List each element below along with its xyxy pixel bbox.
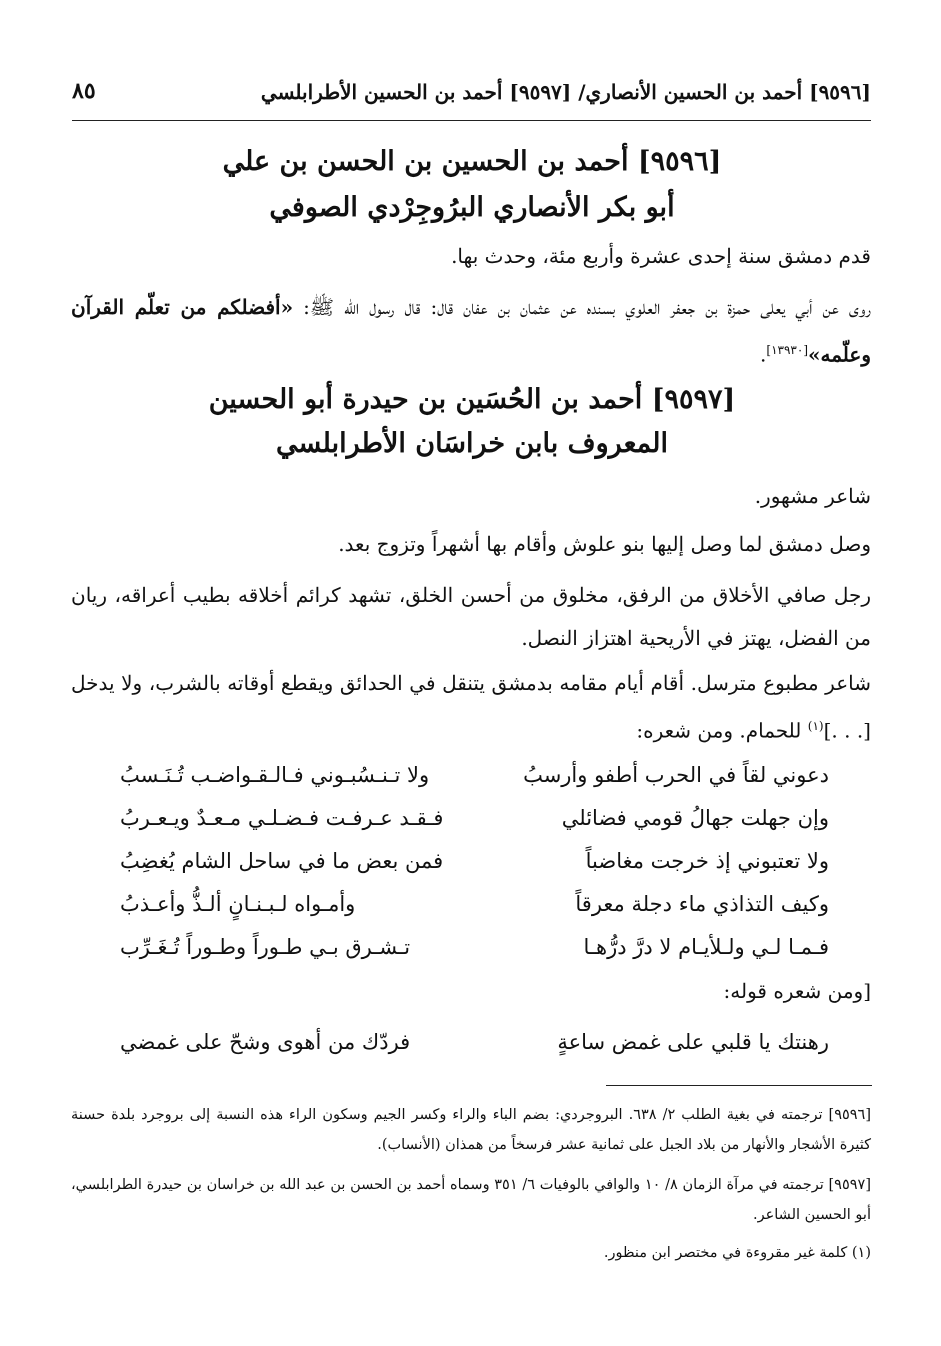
verse-first-hemistich: وكيف التذاذي ماء دجلة معرقاً (575, 892, 829, 916)
hadith-quote: «أفضلكم من تعلّم القرآن وعلّمه» (71, 295, 871, 367)
hadith-end-punctuation: . (760, 342, 767, 367)
entry-9597-paragraph-1: شاعر مشهور. (754, 484, 871, 508)
poem-2-intro: [ومن شعره قوله: (723, 979, 871, 1003)
verse-second-hemistich: تـشـرق بـي طـوراً وطـوراً تُـغَـرِّب (120, 935, 411, 959)
verse-first-hemistich: وإن جهلت جهالُ قومي فضائلي (561, 806, 829, 830)
poem-verse (120, 884, 829, 924)
poem-verse (120, 1022, 829, 1062)
entry-9597-heading-line2: المعروف بابن خراسَان الأطرابلسي (276, 428, 668, 459)
entry-9597-paragraph-3: رجل صافي الأخلاق من الرفق، مخلوق من أحسن الخلق، تشهد كرائم أخلاقه بطيب أعراقه، ريان من الفضل، يهتز في الأريحية اهتزاز النصل. (71, 583, 871, 650)
verse-first-hemistich: رهنتك يا قلبي على غمض ساعةٍ (557, 1030, 829, 1054)
paragraph-4-text-end: للحمام. ومن شعره: (636, 718, 808, 743)
verse-first-hemistich: دعوني لقاً في الحرب أطفو وأرسبُ (523, 763, 829, 787)
poem-verse (120, 841, 829, 881)
paragraph-4-text: شاعر مطبوع مترسل. أقام أيام مقامه بدمشق يتنقل في الحدائق ويقطع أوقاته بالشرب، ولا يدخل [. . .] (71, 671, 871, 743)
entry-9596-heading-line2: أبو بكر الأنصاري البرُوجِرْدي الصوفي (269, 192, 675, 223)
entry-9597-paragraph-2: وصل دمشق لما وصل إليها بنو علوش وأقام بها أشهراً وتزوج بعد. (338, 532, 871, 556)
footnote-marker-1: (١) (807, 719, 824, 733)
poem-verse (120, 755, 829, 795)
verse-first-hemistich: فـمـا لـي ولـلأيـام لا درَّ درُّهـا (583, 935, 829, 959)
page-number: ٨٥ (72, 78, 96, 104)
entry-9597-heading-line1: [٩٥٩٧] أحمد بن الحُسَين بن حيدرة أبو الحسين (208, 384, 736, 415)
footnote-divider (606, 1085, 872, 1086)
entry-9596-paragraph-1: قدم دمشق سنة إحدى عشرة وأربع مئة، وحدث بها. (451, 244, 871, 268)
footnote-9596: [٩٥٩٦] ترجمته في بغية الطلب ٢/ ٦٣٨. البروجردي: بضم الباء والراء وكسر الجيم وسكون الراء هذه النسبة إلى بروجرد بلدة حسنة كثيرة الأشجار والأنهار من بلاد الجبل على ثمانية عشر فرسخاً من همذان (الأنساب). (71, 1107, 872, 1153)
entry-9596-paragraph-2 (71, 286, 871, 377)
entry-9596-heading-line1: [٩٥٩٦] أحمد بن الحسين بن الحسن بن علي (222, 146, 722, 177)
verse-second-hemistich: ولا تـنـسُبـوني فـالـقـواضـب تُـنَـسبُ (120, 763, 430, 787)
hadith-chain-text: روى عن أبي يعلى حمزة بن جعفر العلوي بسنده عن عثمان بن عفان قال: قال رسول الله ﷺ: (293, 295, 871, 319)
header-divider (72, 120, 871, 121)
verse-first-hemistich: ولا تعتبوني إذ خرجت مغاضباً (585, 849, 829, 873)
poem-verse (120, 798, 829, 838)
verse-second-hemistich: فمن بعض ما في ساحل الشام يُغضِبُ (120, 849, 444, 873)
hadith-reference-number: [١٣٩٣٠] (766, 343, 808, 357)
entry-9597-paragraph-4 (71, 662, 871, 753)
verse-second-hemistich: فردّك من أهوى وشحّ على غمضي (120, 1030, 411, 1054)
verse-second-hemistich: وأمـواه لـبـنـانٍ ألـذُّ وأعـذبُ (120, 892, 356, 916)
footnote-1: (١) كلمة غير مقروءة في مختصر ابن منظور. (603, 1245, 871, 1261)
verse-second-hemistich: فـقـد عـرفـت فـضـلـي مـعـدٌ ويـعـربُ (120, 806, 444, 830)
poem-verse (120, 927, 829, 967)
footnote-9597: [٩٥٩٧] ترجمته في مرآة الزمان ٨/ ١٠ والوافي بالوفيات ٦/ ٣٥١ وسماه أحمد بن الحسن بن عبد الله بن خراسان بن حيدرة الطرابلسي، أبو الحسين الشاعر. (71, 1177, 871, 1223)
running-header-title: [٩٥٩٦] أحمد بن الحسين الأنصاري/ [٩٥٩٧] أحمد بن الحسين الأطرابلسي (260, 80, 871, 104)
